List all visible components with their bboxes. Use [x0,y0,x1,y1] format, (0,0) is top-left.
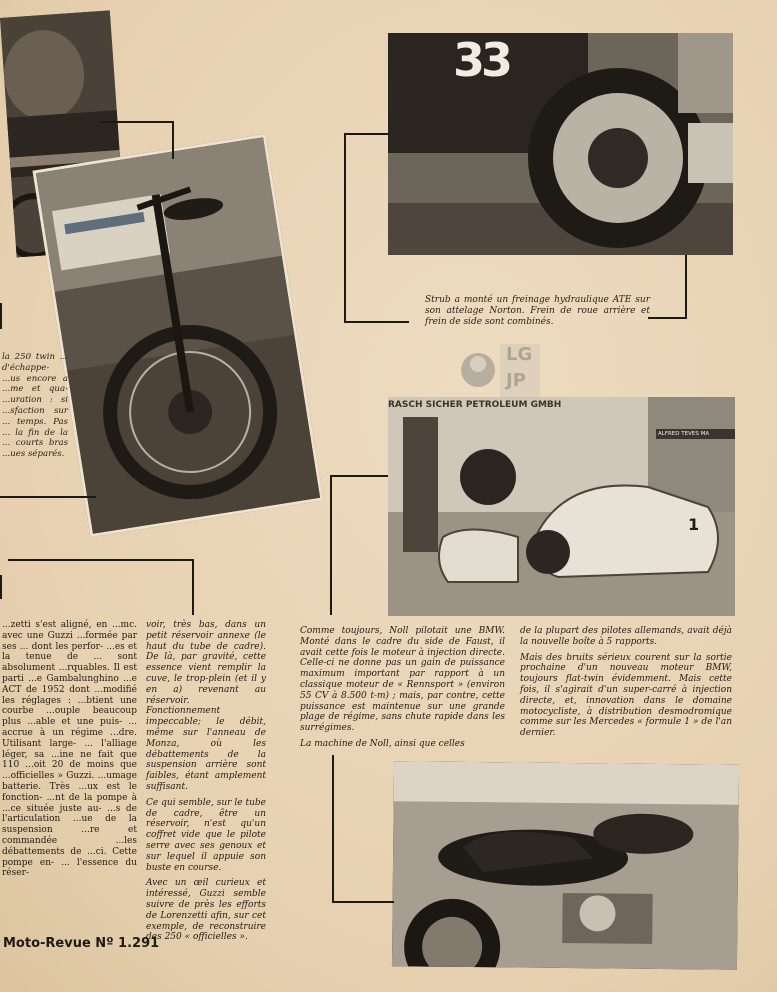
article-paragraph: de la plupart des pilotes allemands, avait déjà la nouvelle boîte à 5 rapports. [520,626,732,647]
connector-line [0,496,96,498]
connector-line [0,575,2,599]
watermark-logo [460,340,542,402]
article-paragraph: Ce qui semble, sur le tube de cadre, être un réservoir, n'est qu'un coffret vide que le pilote serre avec ses genoux et sur lequel il appuie son buste en course. [146,797,266,873]
connector-line [332,901,394,903]
connector-line [648,317,687,319]
truck-sign-text: ALFRED TEVES MA [656,429,735,439]
connector-line [100,121,173,123]
photo-guzzi-motorcycle [32,134,323,537]
connector-line [685,255,687,318]
article-paragraph: voir, très bas, dans un petit réservoir annexe (le haut du tube de cadre). De là, par gravité, cette essence vient remplir la cuve, le trop-plein (et il y en a) revenant au réservoir. Fonctionnement impeccable; le débit, même sur l'anneau de Monza, où les débattements de la suspension arrière sont faibles, étant amplement suffisant. [146,620,266,792]
connector-line [0,303,2,329]
article-column-3 [300,626,505,755]
caption-guzzi-left: la 250 twin ... d'échappe- ...us encore a ...me et qua- ...uration : si ...sfaction sur ... temps. Pas ... la fin de la ... courts bras ...ues séparés. [2,352,68,460]
connector-line [332,755,334,903]
photo-noll-bmw-sidecar [388,397,735,616]
article-column-2 [146,620,266,948]
article-column-4 [520,626,732,744]
watermark-letters-top: LG [506,344,533,365]
racing-number: 33 [453,33,510,87]
article-paragraph: La machine de Noll, ainsi que celles [300,738,465,749]
photo-norton-brake [388,33,733,255]
article-paragraph: ...zetti s'est aligné, en ...mc. avec une Guzzi ...formée par ses ... dont les perfor- ...es et la tenue de ... sont absolument ...rquables. Il est parti ...e Gambalunghino ...e ACT de 1952 dont ...modifié les réglages : ...btient une courbe ...ouple beaucoup plus ...able et une puis- ... accrue à un régime ...dre. Utilisant large- ... l'alliage léger, sa ...ine ne fait que 110 ...oit 20 de moins que ...officielles » Guzzi. ...umage batterie. Très ...ux est le fonction- ...nt de la pompe à ...ce située juste au- ...s de l'articulation ...ue de la suspension ...re et commandée ...les débattements de ...ci. Cette pompe en- ... l'essence du réser- [2,620,137,879]
connector-line [192,559,194,615]
connector-line [344,133,346,323]
sidecar-number: 1 [688,515,700,534]
connector-line [330,475,388,477]
article-column-1 [2,620,137,884]
article-paragraph: Avec un œil curieux et intéressé, Guzzi semble suivre de près les efforts de Lorenzetti afin, sur cet exemple, de reconstruire des 250 « officielles ». [146,878,266,943]
page-footer: Moto-Revue Nº 1.291 [3,936,160,951]
truck-banner-text: RASCH SICHER PETROLEUM GMBH [388,400,562,410]
connector-line [344,133,389,135]
watermark-letters-bottom: JP [506,370,526,391]
connector-line [330,475,332,615]
photo-bmw-engine [392,761,739,970]
article-paragraph: Mais des bruits sérieux courent sur la sortie prochaine d'un nouveau moteur BMW, toujours flat-twin évidemment. Mais cette fois, il s'agirait d'un super-carré à injection directe, et, innovation dans le domaine motocycliste, à distribution desmodromique comme sur les Mercedes « formule 1 » de l'an dernier. [520,652,732,739]
caption-norton-brake: Strub a monté un freinage hydraulique ATE sur son attelage Norton. Frein de roue arrière et frein de side sont combinés. [425,295,650,327]
connector-line [172,121,174,159]
connector-line [344,321,409,323]
connector-line [8,559,193,561]
article-paragraph: Comme toujours, Noll pilotait une BMW. Monté dans le cadre du side de Faust, il avait cette fois le moteur à injection directe. Celle-ci ne donne pas un gain de puissance maximum important par rapport à un classique moteur de « Rennsport » (environ 55 CV à 8.500 t-m) ; mais, par contre, cette puissance est maintenue sur une grande plage de régime, sans chute rapide dans les surrégimes. [300,626,505,734]
